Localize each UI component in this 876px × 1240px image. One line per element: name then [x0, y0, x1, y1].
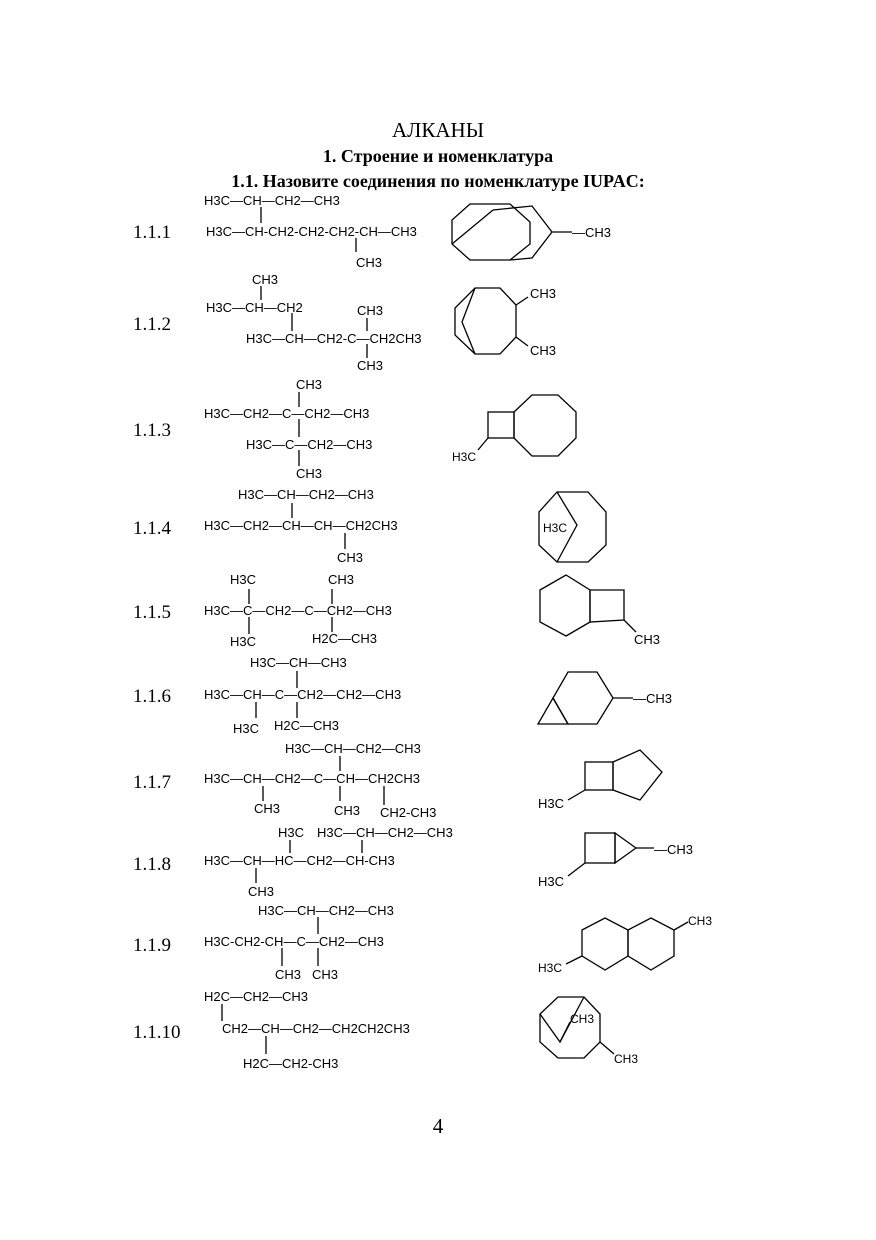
problem-number: 1.1.4 — [133, 518, 171, 539]
ring-substituent-label: —CH3 — [572, 225, 612, 240]
formula-line: H3C-CH2-CH—C—CH2—CH3 — [204, 934, 384, 949]
ring-substituent-label: CH3 — [570, 1012, 595, 1026]
formula-line: H3C—CH—CH2—CH3 — [238, 487, 374, 502]
formula-texts — [204, 193, 453, 1071]
problem-number: 1.1.5 — [133, 602, 171, 623]
ring-substituent-label: H3C — [452, 450, 477, 464]
formula-line: H3C—C—CH2—CH3 — [246, 437, 373, 452]
subsection-title: 1. Строение и номенклатура — [322, 146, 554, 166]
formula-line: H3C—CH—CH2—C—CH—CH2CH3 — [204, 771, 420, 786]
problem-number: 1.1.1 — [133, 222, 171, 243]
formula-line: H3C—C—CH2—C—CH2—CH3 — [204, 603, 392, 618]
formula-line: H3C—CH—CH2-C—CH2CH3 — [246, 331, 422, 346]
formula-line: H3C — [230, 634, 257, 649]
formula-line: CH3 — [312, 967, 339, 982]
ring-substituent-label: CH3 — [530, 286, 557, 301]
ring-substituent-label: CH3 — [688, 914, 713, 928]
ring-substituent-label: CH3 — [614, 1052, 639, 1066]
ring-substituent-label: H3C — [538, 874, 565, 889]
formula-line: H2C—CH3 — [274, 718, 340, 733]
formula-line: H3C—CH—CH2 — [206, 300, 303, 315]
formula-line: H3C—CH—CH2—CH3 — [317, 825, 453, 840]
ring-substituent-label: CH3 — [530, 343, 557, 358]
formula-line: CH3 — [357, 303, 384, 318]
formula-line: H3C—CH2—CH—CH—CH2CH3 — [204, 518, 398, 533]
formula-line: H3C — [230, 572, 257, 587]
formula-line: CH3 — [252, 272, 279, 287]
formula-line: H3C—CH—C—CH2—CH2—CH3 — [204, 687, 402, 702]
problem-number: 1.1.9 — [133, 935, 171, 956]
task-title: 1.1. Назовите соединения по номенклатуре IUPAC: — [231, 171, 645, 191]
problem-number: 1.1.10 — [133, 1022, 181, 1043]
formula-line: H3C—CH—CH2—CH3 — [258, 903, 394, 918]
formula-line: H2C—CH2—CH3 — [204, 989, 309, 1004]
formula-line: H3C—CH—CH2—CH3 — [204, 193, 340, 208]
formula-line: H3C—CH—CH3 — [250, 655, 347, 670]
problem-number: 1.1.8 — [133, 854, 171, 875]
ring-substituent-label: CH3 — [634, 632, 661, 647]
ring-substituent-label: H3C — [538, 796, 565, 811]
formula-line: CH3 — [356, 255, 383, 270]
formula-line: H3C—CH—HC—CH2—CH-CH3 — [204, 853, 395, 868]
formula-line: H3C—CH—CH2—CH3 — [285, 741, 421, 756]
formula-line: CH3 — [254, 801, 281, 816]
formula-line: H3C — [278, 825, 305, 840]
formula-line: CH3 — [334, 803, 361, 818]
formula-line: H3C — [233, 721, 260, 736]
formula-line: CH3 — [357, 358, 384, 373]
formula-line: CH3 — [248, 884, 275, 899]
formula-line: H2C—CH3 — [312, 631, 378, 646]
formula-line: CH3 — [296, 377, 323, 392]
formula-line: CH2—CH—CH2—CH2CH2CH3 — [222, 1021, 410, 1036]
formula-line: H2C—CH2-CH3 — [243, 1056, 339, 1071]
problem-number: 1.1.3 — [133, 420, 171, 441]
ring-substituent-label: H3C — [538, 961, 563, 975]
ring-substituent-label: —CH3 — [633, 691, 673, 706]
formula-line: CH3 — [337, 550, 364, 565]
problem-number: 1.1.6 — [133, 686, 171, 707]
problem-number: 1.1.7 — [133, 772, 171, 793]
section-title: АЛКАНЫ — [391, 118, 485, 142]
formula-line: CH2-CH3 — [380, 805, 437, 820]
formula-line: H3C—CH2—C—CH2—CH3 — [204, 406, 370, 421]
formula-line: CH3 — [328, 572, 355, 587]
ring-substituent-label: —CH3 — [654, 842, 694, 857]
formula-line: H3C—CH-CH2-CH2-CH2-CH—CH3 — [206, 224, 417, 239]
page-number: 4 — [432, 1114, 444, 1138]
problem-number: 1.1.2 — [133, 314, 171, 335]
ring-substituent-label: H3C — [543, 521, 568, 535]
formula-line: CH3 — [296, 466, 323, 481]
formula-line: CH3 — [275, 967, 302, 982]
